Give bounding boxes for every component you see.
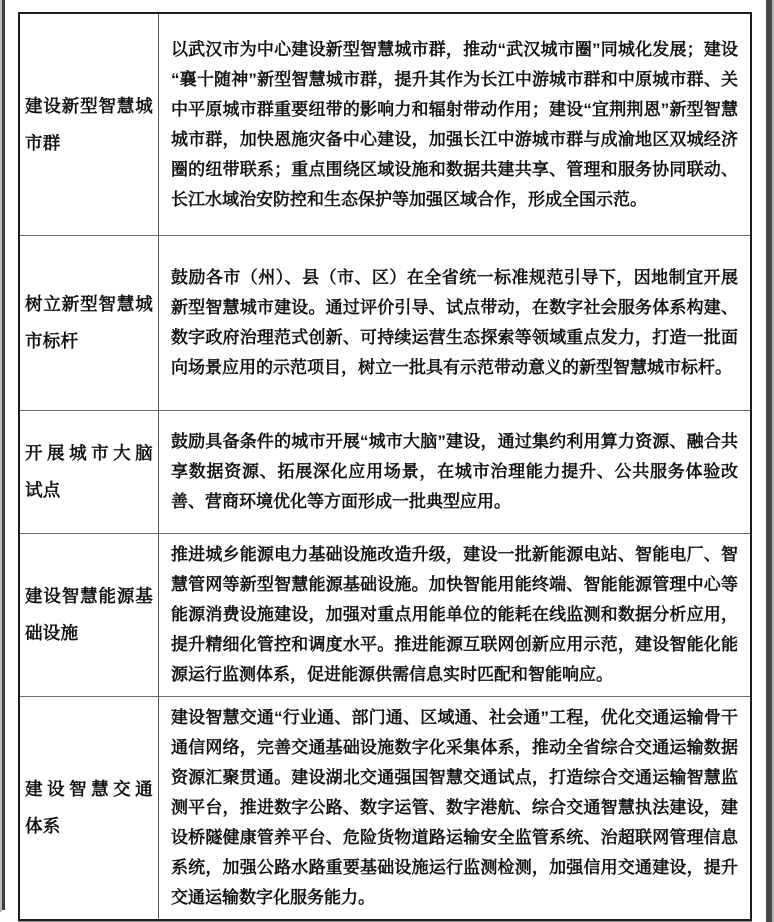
row-body-text: 鼓励各市（州）、县（市、区）在全省统一标准规范引导下，因地制宜开展新型智慧城市建设。通过评价引导、试点带动，在数字社会服务体系构建、数字政府治理范式创新、可持续运营生态探索等领域重点发力，打造一批面向场景应用的示范项目，树立一批具有示范带动意义的新型智慧城市标杆。	[171, 268, 738, 377]
policy-measures-table	[18, 12, 752, 921]
row-title-line-1: 开展城市大脑	[25, 443, 153, 463]
row-title-line-1: 建设智慧能源基	[25, 586, 153, 606]
table-row	[20, 411, 750, 534]
table-row	[20, 14, 750, 236]
page-edge-left	[2, 0, 5, 910]
row-title-line-1: 建设新型智慧城	[25, 95, 153, 116]
row-title-line-2: 试点	[25, 480, 61, 500]
row-title-line-2: 市标杆	[25, 331, 79, 351]
table-row	[20, 236, 750, 411]
row-body-cell	[159, 534, 750, 696]
table-row	[20, 697, 750, 919]
row-body-cell	[159, 411, 750, 533]
row-header-cell	[20, 14, 159, 235]
row-title-line-2: 体系	[25, 816, 61, 836]
row-header-cell	[20, 411, 159, 533]
row-body-text: 推进城乡能源电力基础设施改造升级，建设一批新能源电站、智能电厂、智慧管网等新型智慧能源基础设施。加快智能用能终端、智能能源管理中心等能源消费设施建设，加强对重点用能单位的能耗在线监测和数据分析应用，提升精细化管控和调度水平。推进能源互联网创新应用示范，建设智能化能源运行监测体系，促进能源供需信息实时匹配和智能响应。	[171, 545, 738, 684]
row-title-line-1: 建设智慧交通	[25, 779, 153, 799]
row-header-cell	[20, 534, 159, 696]
row-body-cell	[159, 14, 750, 235]
row-header-cell	[20, 236, 159, 410]
row-body-text: 鼓励具备条件的城市开展“城市大脑”建设，通过集约利用算力资源、融合共享数据资源、拓展深化应用场景，在城市治理能力提升、公共服务体验改善、营商环境优化等方面形成一批典型应用。	[171, 432, 738, 511]
row-header-cell	[20, 697, 159, 919]
row-title-line-2: 市群	[25, 132, 61, 153]
row-body-text: 建设智慧交通“行业通、部门通、区域通、社会通”工程，优化交通运输骨干通信网络，完善交通基础设施数字化采集体系，推动全省综合交通运输数据资源汇聚贯通。建设湖北交通强国智慧交通试点，打造综合交通运输智慧监测平台，推进数字公路、数字运管、数字港航、综合交通智慧执法建设，建设桥隧健康管养平台、危险货物道路运输安全监管系统、治超联网管理信息系统，加强公路水路重要基础设施运行监测检测，加强信用交通建设，提升交通运输数字化服务能力。	[171, 708, 738, 907]
row-title-line-1: 树立新型智慧城	[25, 294, 153, 314]
row-body-cell	[159, 697, 750, 919]
row-body-text: 以武汉市为中心建设新型智慧城市群，推动“武汉城市圈”同城化发展；建设“襄十随神”新型智慧城市群，提升其作为长江中游城市群和中原城市群、关中平原城市群重要纽带的影响力和辐射带动作用；建设“宜荆荆恩”新型智慧城市群，加快恩施灾备中心建设，加强长江中游城市群与成渝地区双城经济圈的纽带联系；重点围绕区域设施和数据共建共享、管理和服务协同联动、长江水域治安防控和生态保护等加强区域合作，形成全国示范。	[171, 39, 738, 209]
row-title-line-2: 础设施	[25, 623, 79, 643]
table-row	[20, 534, 750, 697]
row-body-cell	[159, 236, 750, 410]
